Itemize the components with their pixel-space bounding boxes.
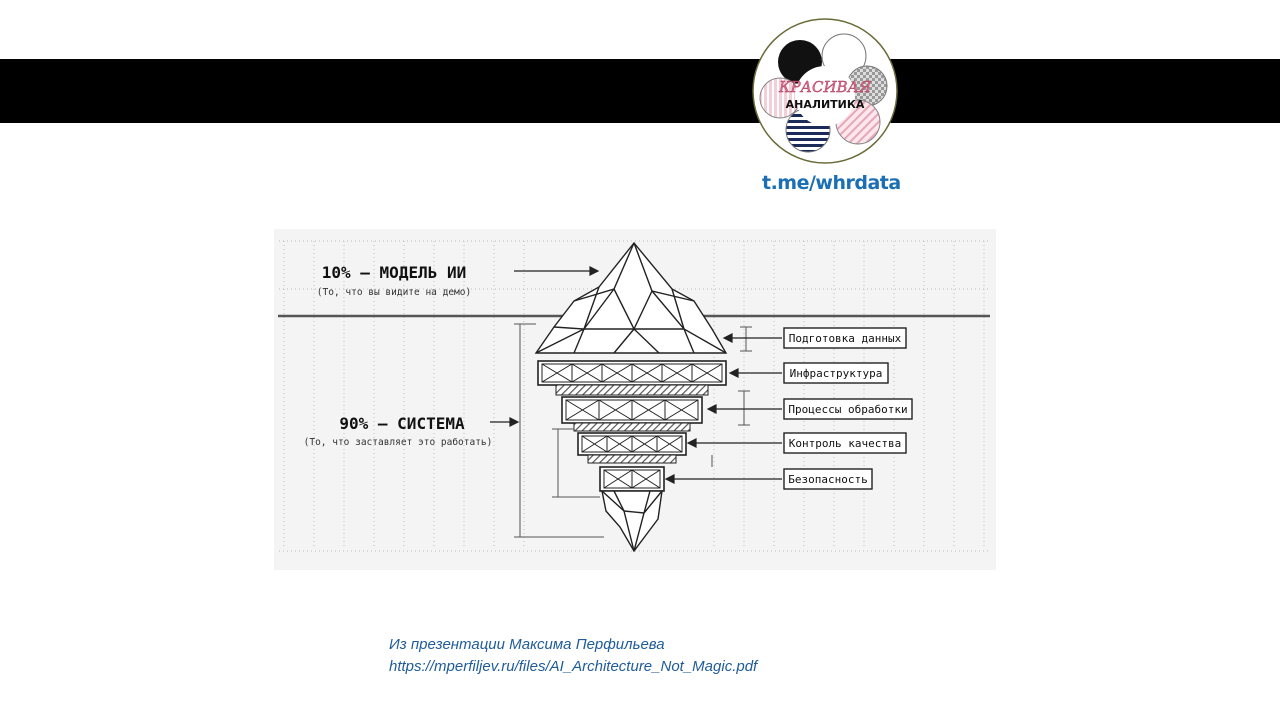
bottom-heading: 90% — СИСТЕМА [339, 414, 465, 433]
layer-label-processing [784, 399, 912, 419]
layer-label-text: Процессы обработки [788, 403, 908, 416]
top-heading: 10% — МОДЕЛЬ ИИ [321, 263, 467, 282]
layer-label-infrastructure [784, 363, 888, 383]
top-black-bar [0, 59, 1280, 123]
iceberg-diagram [274, 229, 996, 570]
caption-author: Из презентации Максима Перфильева [389, 636, 665, 653]
layer-label-security [784, 469, 872, 489]
bottom-subheading: (То, что заставляет это работать) [303, 437, 493, 448]
source-caption [389, 634, 757, 678]
layer-label-text: Безопасность [788, 473, 868, 486]
iceberg-layers [538, 361, 726, 491]
iceberg-tip [536, 243, 726, 353]
layer-label-quality [784, 433, 906, 453]
telegram-link[interactable]: t.me/whrdata [762, 172, 901, 194]
layer-label-data-prep [784, 328, 906, 348]
caption-url[interactable]: https://mperfiljev.ru/files/AI_Architecture_Not_Magic.pdf [389, 658, 758, 675]
logo-text-line2: АНАЛИТИКА [785, 98, 865, 111]
layer-label-text: Контроль качества [788, 437, 902, 450]
iceberg-bottom-spike [602, 491, 662, 551]
layer-label-text: Подготовка данных [788, 332, 902, 345]
layer-label-text: Инфраструктура [789, 367, 883, 380]
brand-logo [752, 18, 898, 164]
logo-text-line1: КРАСИВАЯ [778, 78, 872, 96]
top-subheading: (То, что вы видите на демо) [316, 287, 472, 298]
